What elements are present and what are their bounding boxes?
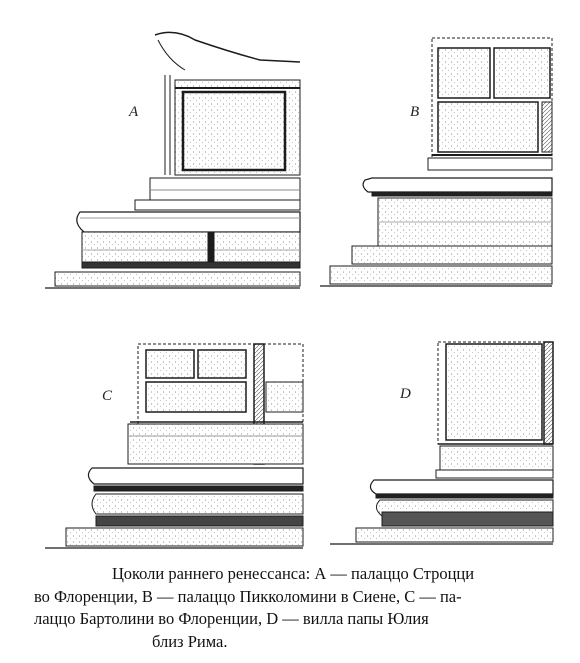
panel-d-drawing: [330, 342, 553, 544]
figure-caption: [34, 563, 554, 653]
panel-c-drawing: [45, 344, 303, 548]
caption-line: близ Рима.: [152, 631, 228, 651]
panel-label-b: B: [410, 104, 420, 120]
caption-line: Цоколи раннего ренессанса: А — палаццо Строцци: [112, 564, 475, 583]
panel-b-drawing: [320, 38, 552, 286]
panel-a-drawing: [45, 32, 300, 288]
panel-label-a: A: [129, 104, 139, 120]
caption-line: лаццо Бартолини во Флоренции, D — вилла папы Юлия: [34, 609, 429, 628]
caption-line: во Флоренции, В — палаццо Пикколомини в Сиене, С — па-: [34, 586, 462, 606]
panel-label-d: D: [400, 386, 411, 402]
panel-label-c: C: [102, 388, 113, 404]
